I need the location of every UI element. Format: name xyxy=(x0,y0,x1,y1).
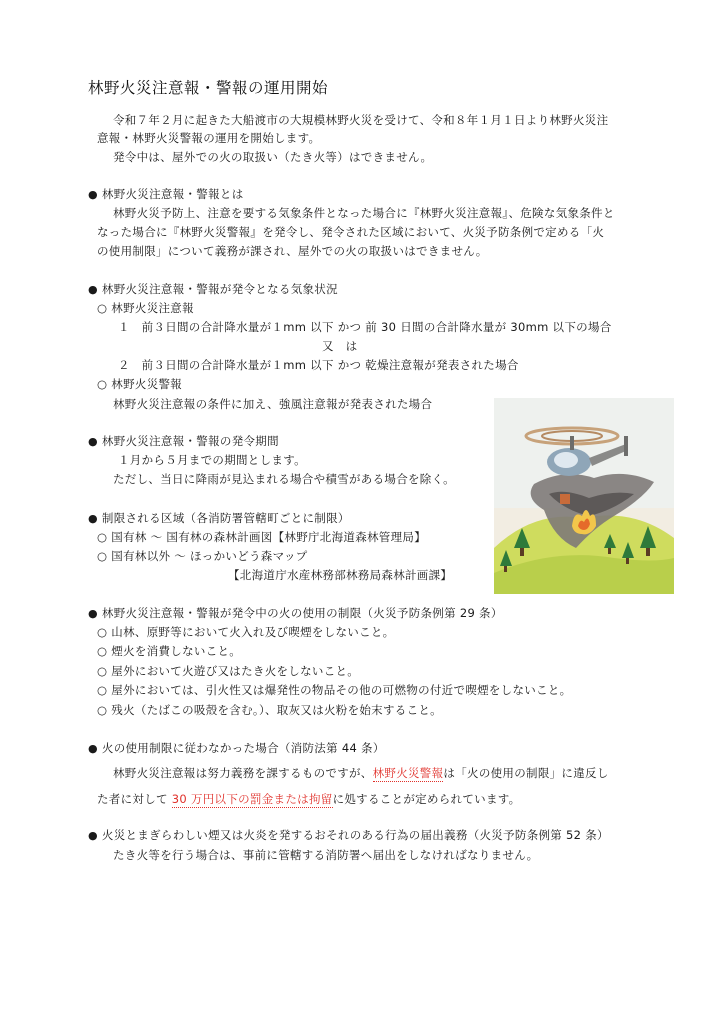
section-heading-penalty: ● 火の使用制限に従わなかった場合（消防法第 44 条） xyxy=(88,739,385,758)
section-heading-notification: ● 火災とまぎらわしい煙又は火炎を発するおそれのある行為の届出義務（火災予防条例第 52 条） xyxy=(88,826,609,845)
penalty-text: 林野火災注意報は努力義務を課するものですが、 xyxy=(113,766,373,780)
areas-line-3: 【北海道庁水産林務部林務局森林計画課】 xyxy=(228,568,453,582)
section-heading-conditions: ● 林野火災注意報・警報が発令となる気象状況 xyxy=(88,280,338,299)
penalty-line-1 xyxy=(113,764,609,782)
restriction-item: ○ 山林、原野等において火入れ及び喫煙をしないこと。 xyxy=(97,625,395,639)
intro-line-3: 発令中は、屋外での火の取扱い（たき火等）はできません。 xyxy=(113,150,433,164)
highlight-fine: 30 万円以下の罰金または拘留 xyxy=(171,792,333,806)
about-line-1: 林野火災予防上、注意を要する気象条件となった場合に『林野火災注意報』、危険な気象条件と xyxy=(113,206,615,220)
areas-line-2: ○ 国有林以外 ～ ほっかいどう森マップ xyxy=(97,549,308,563)
page-title: 林野火災注意報・警報の運用開始 xyxy=(88,79,329,97)
restriction-item: ○ 屋外においては、引火性又は爆発性の物品その他の可燃物の付近で喫煙をしないこと。 xyxy=(97,683,572,697)
about-line-2: なった場合に『林野火災警報』を発令し、発令された区域において、火災予防条例で定める「火 xyxy=(97,225,605,239)
intro-line-2: 意報・林野火災警報の運用を開始します。 xyxy=(97,131,321,145)
period-line-1: １月から５月までの期間とします。 xyxy=(118,453,306,467)
helicopter-forest-fire-illustration xyxy=(494,398,674,594)
penalty-text: に処することが定められています。 xyxy=(332,792,521,806)
period-line-2: ただし、当日に降雨が見込まれる場合や積雪がある場合を除く。 xyxy=(113,472,455,486)
conditions-sub-warning: ○ 林野火災警報 xyxy=(97,377,183,391)
penalty-line-2 xyxy=(97,790,520,808)
condition-1: １ 前３日間の合計降水量が１mm 以下 かつ 前 30 日間の合計降水量が 30mm 以下の場合 xyxy=(118,320,612,334)
about-line-3: の使用制限」について義務が課され、屋外での火の取扱いはできません。 xyxy=(97,244,488,258)
condition-3: 林野火災注意報の条件に加え、強風注意報が発表された場合 xyxy=(113,397,433,411)
restriction-item: ○ 残火（たばこの吸殻を含む。）、取灰又は火粉を始末すること。 xyxy=(97,703,442,717)
penalty-text: た者に対して xyxy=(97,792,172,806)
section-heading-restrictions: ● 林野火災注意報・警報が発令中の火の使用の制限（火災予防条例第 29 条） xyxy=(88,604,503,623)
section-heading-about: ● 林野火災注意報・警報とは xyxy=(88,185,244,204)
condition-or: 又 は xyxy=(322,339,358,353)
section-heading-period: ● 林野火災注意報・警報の発令期間 xyxy=(88,432,279,451)
penalty-text: は「火の使用の制限」に違反し xyxy=(443,766,609,780)
areas-line-1: ○ 国有林 ～ 国有林の森林計画図【林野庁北海道森林管理局】 xyxy=(97,530,426,544)
conditions-sub-advisory: ○ 林野火災注意報 xyxy=(97,301,194,315)
restriction-item: ○ 煙火を消費しないこと。 xyxy=(97,644,242,658)
restriction-item: ○ 屋外において火遊び又はたき火をしないこと。 xyxy=(97,664,360,678)
condition-2: ２ 前３日間の合計降水量が１mm 以下 かつ 乾燥注意報が発表された場合 xyxy=(118,358,519,372)
intro-line-1: 令和７年２月に起きた大船渡市の大規模林野火災を受けて、令和８年１月１日より林野火災注 xyxy=(113,113,609,127)
section-heading-areas: ● 制限される区域（各消防署管轄町ごとに制限） xyxy=(88,509,350,528)
highlight-warning: 林野火災警報 xyxy=(372,766,444,780)
notification-line-1: たき火等を行う場合は、事前に管轄する消防署へ届出をしなければなりません。 xyxy=(113,848,539,862)
